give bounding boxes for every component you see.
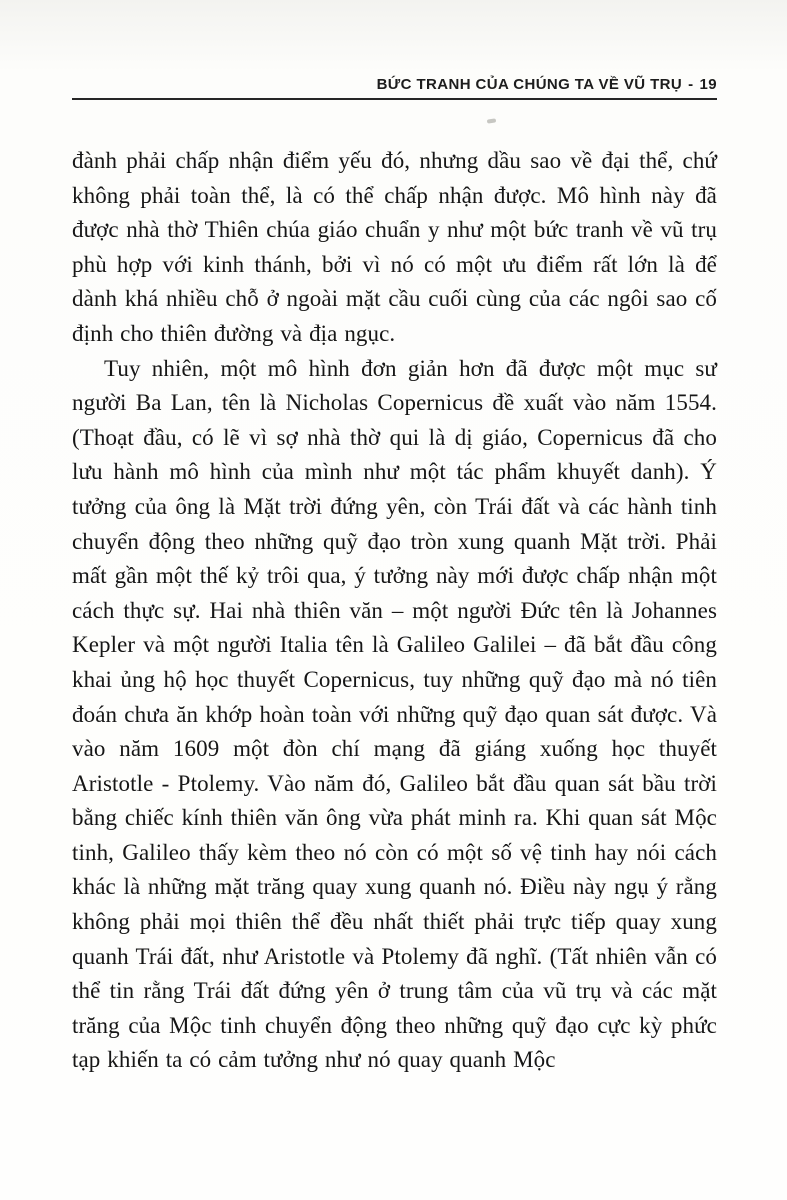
page-number: 19 — [699, 76, 717, 93]
running-head-separator: - — [688, 76, 694, 93]
body-paragraph-1: đành phải chấp nhận điểm yếu đó, nhưng dầu sao về đại thể, chứ không phải toàn thể, là có thể chấp nhận được. Mô hình này đã được nhà thờ Thiên chúa giáo chuẩn y như một bức tranh về vũ trụ phù hợp với kinh thánh, bởi vì nó có một ưu điểm rất lớn là để dành khá nhiều chỗ ở ngoài mặt cầu cuối cùng của các ngôi sao cố định cho thiên đường và địa ngục. — [72, 148, 717, 346]
running-head-title: BỨC TRANH CỦA CHÚNG TA VỀ VŨ TRỤ — [376, 76, 683, 93]
page-body — [72, 144, 717, 1078]
scan-artifact — [487, 118, 496, 123]
running-head — [72, 76, 717, 93]
page-header — [72, 76, 717, 100]
body-paragraph-2: Tuy nhiên, một mô hình đơn giản hơn đã được một mục sư người Ba Lan, tên là Nicholas Copernicus đề xuất vào năm 1554. (Thoạt đầu, có lẽ vì sợ nhà thờ qui là dị giáo, Copernicus đã cho lưu hành mô hình của mình như một tác phẩm khuyết danh). Ý tưởng của ông là Mặt trời đứng yên, còn Trái đất và các hành tinh chuyển động theo những quỹ đạo tròn xung quanh Mặt trời. Phải mất gần một thế kỷ trôi qua, ý tưởng này mới được chấp nhận một cách thực sự. Hai nhà thiên văn – một người Đức tên là Johannes Kepler và một người Italia tên là Galileo Galilei – đã bắt đầu công khai ủng hộ học thuyết Copernicus, tuy những quỹ đạo mà nó tiên đoán chưa ăn khớp hoàn toàn với những quỹ đạo quan sát được. Và vào năm 1609 một đòn chí mạng đã giáng xuống học thuyết Aristotle - Ptolemy. Vào năm đó, Galileo bắt đầu quan sát bầu trời bằng chiếc kính thiên văn ông vừa phát minh ra. Khi quan sát Mộc tinh, Galileo thấy kèm theo nó còn có một số vệ tinh hay nói cách khác là những mặt trăng quay xung quanh nó. Điều này ngụ ý rằng không phải mọi thiên thể đều nhất thiết phải trực tiếp quay xung quanh Trái đất, như Aristotle và Ptolemy đã nghĩ. (Tất nhiên vẫn có thể tin rằng Trái đất đứng yên ở trung tâm của vũ trụ và các mặt trăng của Mộc tinh chuyển động theo những quỹ đạo cực kỳ phức tạp khiến ta có cảm tưởng như nó quay quanh Mộc — [72, 355, 717, 1073]
